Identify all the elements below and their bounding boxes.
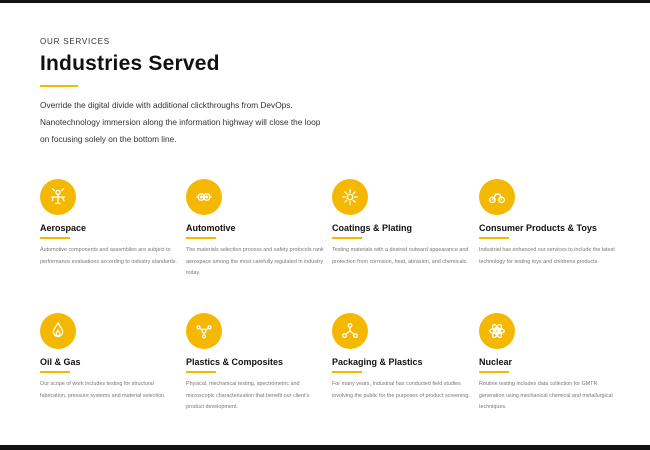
nuclear-icon xyxy=(479,313,515,349)
card-description: Routine testing includes data collection for GMTR generation using mechanical chemical and metallurgical techniques. xyxy=(479,381,613,410)
intro-text: Override the digital divide with additional clickthroughs from DevOps. Nanotechnology immersion along the information highway will close the loop on focusing solely on the bottom line. xyxy=(40,100,321,144)
card-description: Our scope of work includes testing for structural fabrication, pressure systems and material selection. xyxy=(40,381,166,399)
card-underline xyxy=(479,371,509,373)
consumer-products-icon xyxy=(479,179,515,215)
card-description: Industrial has enhanced our services to include the latest technology for testing toys and childrens products. xyxy=(479,247,615,265)
card-description: Physical, mechanical testing, spectrometric and microscopic characterization that benefit our client's product development. xyxy=(186,381,310,410)
aerospace-icon xyxy=(40,179,76,215)
section-eyebrow: OUR SERVICES xyxy=(40,37,110,46)
industry-card-automotive[interactable] xyxy=(186,179,324,280)
card-underline xyxy=(332,237,362,239)
card-description: Testing materials with a desired outward appearance and protection from corrosion, heat, abrasion, and chemicals. xyxy=(332,247,469,265)
card-description: Automotive components and assemblies are subject to performance evaluations according to industry standards. xyxy=(40,247,177,265)
card-title: Automotive xyxy=(186,223,236,233)
card-underline xyxy=(40,371,70,373)
card-description: The materials selection process and safety protocols rank aerospace among the most carefully regulated in industry today. xyxy=(186,247,324,276)
industry-card-packaging-plastics[interactable] xyxy=(332,313,470,402)
card-underline xyxy=(479,237,509,239)
card-title: Packaging & Plastics xyxy=(332,357,423,367)
coatings-icon xyxy=(332,179,368,215)
card-title: Coatings & Plating xyxy=(332,223,413,233)
title-underline xyxy=(40,85,78,87)
packaging-plastics-icon xyxy=(332,313,368,349)
industry-card-coatings[interactable] xyxy=(332,179,467,268)
automotive-icon xyxy=(186,179,222,215)
card-title: Nuclear xyxy=(479,357,513,367)
industry-card-oil-gas[interactable] xyxy=(40,313,175,402)
industry-card-aerospace[interactable] xyxy=(40,179,175,268)
card-title: Plastics & Composites xyxy=(186,357,284,367)
card-underline xyxy=(186,371,216,373)
oil-gas-icon xyxy=(40,313,76,349)
card-title: Oil & Gas xyxy=(40,357,81,367)
bottom-border xyxy=(0,445,650,450)
top-border xyxy=(0,0,650,3)
card-underline xyxy=(186,237,216,239)
industry-card-plastics-composites[interactable] xyxy=(186,313,321,414)
card-underline xyxy=(332,371,362,373)
card-title: Aerospace xyxy=(40,223,87,233)
industry-card-consumer-products[interactable] xyxy=(479,179,614,268)
industry-card-nuclear[interactable] xyxy=(479,313,614,414)
card-underline xyxy=(40,237,70,239)
page-title: Industries Served xyxy=(40,52,220,75)
plastics-composites-icon xyxy=(186,313,222,349)
card-title: Consumer Products & Toys xyxy=(479,223,597,233)
card-description: For many years, Industrial has conducted field studies involving the public for the purposes of product screening. xyxy=(332,381,470,399)
